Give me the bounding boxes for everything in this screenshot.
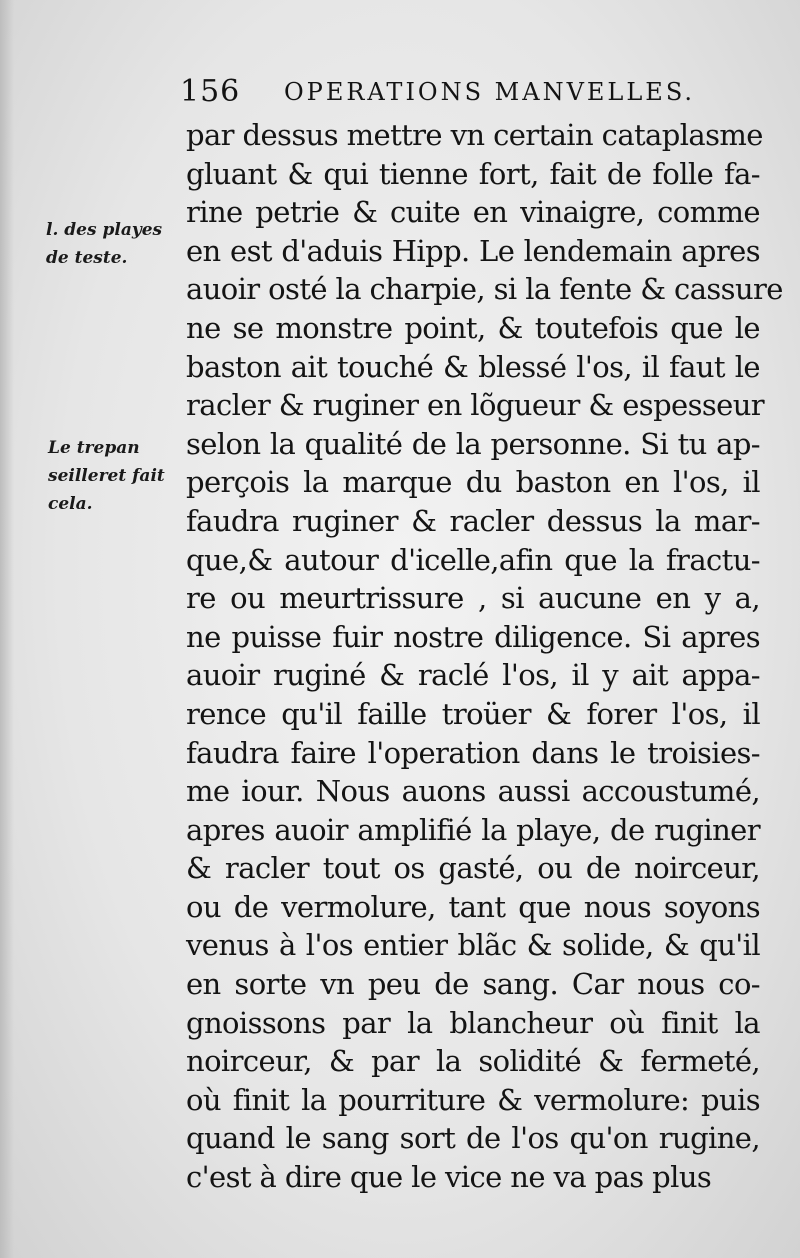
text-line: noirceur, & par la solidité & fermeté,: [186, 1044, 760, 1079]
text-line: gluant & qui tienne fort, fait de folle fa-: [186, 156, 760, 191]
text-line: rence qu'il faille troüer & forer l'os, il: [186, 696, 760, 731]
text-line: re ou meurtrissure , si aucune en y a,: [186, 581, 760, 616]
text-line: c'est à dire que le vice ne va pas plus: [186, 1160, 712, 1195]
text-line: faudra faire l'operation dans le troisies-: [186, 735, 760, 770]
text-line: rine petrie & cuite en vinaigre, comme: [186, 195, 760, 230]
margin-note-line: l. des playes: [46, 220, 163, 240]
text-line: racler & ruginer en lõgueur & espesseur: [186, 388, 765, 423]
text-line: où finit la pourriture & vermolure: puis: [186, 1082, 760, 1117]
text-line: auoir ruginé & raclé l'os, il y ait appa-: [186, 658, 760, 693]
running-title: OPERATIONS MANVELLES.: [284, 78, 696, 106]
margin-note-line: Le trepan: [48, 438, 140, 458]
text-line: baston ait touché & blessé l'os, il faut le: [186, 349, 760, 384]
text-line: gnoissons par la blancheur où finit la: [186, 1005, 760, 1040]
margin-note-trepan: [48, 434, 188, 518]
text-line: faudra ruginer & racler dessus la mar-: [186, 503, 760, 538]
text-line: perçois la marque du baston en l'os, il: [186, 465, 760, 500]
margin-note-line: seilleret fait: [48, 466, 165, 486]
text-line: quand le sang sort de l'os qu'on rugine,: [186, 1121, 760, 1156]
text-line: auoir osté la charpie, si la fente & cassure: [186, 272, 783, 307]
text-line: par dessus mettre vn certain cataplasme: [186, 118, 763, 152]
text-line: me iour. Nous auons aussi accoustumé,: [186, 774, 760, 809]
text-line: selon la qualité de la personne. Si tu ap-: [186, 426, 760, 461]
text-line: en sorte vn peu de sang. Car nous co-: [186, 967, 760, 1002]
text-line: ou de vermolure, tant que nous soyons: [186, 889, 760, 924]
text-line: venus à l'os entier blãc & solide, & qu'il: [186, 928, 760, 963]
text-line: & racler tout os gasté, ou de noirceur,: [186, 851, 760, 886]
page-edge-shadow: [0, 0, 14, 1258]
page-number: 156: [180, 74, 241, 109]
page-header: [180, 74, 740, 114]
margin-note-line: cela.: [48, 494, 93, 514]
text-line: apres auoir amplifié la playe, de ruginer: [186, 812, 760, 847]
text-line: ne se monstre point, & toutefois que le: [186, 310, 760, 345]
body-text: [186, 116, 783, 1197]
margin-note-line: de teste.: [46, 248, 128, 268]
text-line: que,& autour d'icelle,afin que la fractu-: [186, 542, 760, 577]
text-line: en est d'aduis Hipp. Le lendemain apres: [186, 233, 760, 268]
text-line: ne puisse fuir nostre diligence. Si apres: [186, 619, 760, 654]
margin-note-playes: [46, 216, 186, 272]
